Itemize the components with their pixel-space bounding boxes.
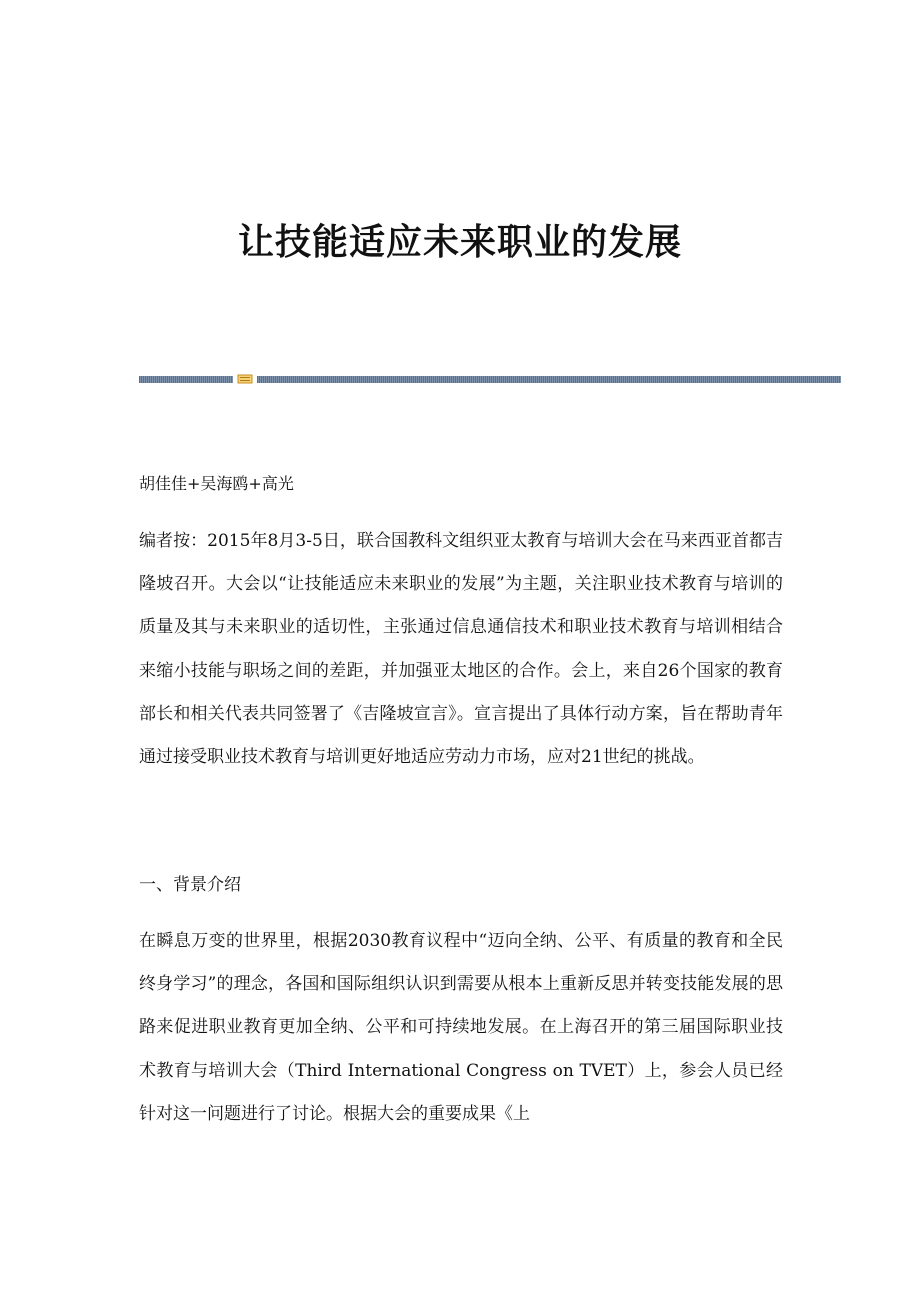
title-divider bbox=[139, 374, 841, 384]
ornament-icon bbox=[237, 374, 253, 384]
body-paragraph: 在瞬息万变的世界里，根据2030教育议程中“迈向全纳、公平、有质量的教育和全民终身学习”的理念，各国和国际组织认识到需要从根本上重新反思并转变技能发展的思路来促进职业教育更加全纳、公平和可持续地发展。在上海召开的第三届国际职业技术教育与培训大会（Third International Congress on TVET）上，参会人员已经针对这一问题进行了讨论。根据大会的重要成果《上 bbox=[139, 931, 783, 1124]
section-heading: 一、背景介绍 bbox=[139, 875, 241, 895]
divider-bar-left bbox=[139, 376, 233, 383]
author-line: 胡佳佳+吴海鸥+高光 bbox=[139, 474, 294, 493]
page-title: 让技能适应未来职业的发展 bbox=[237, 221, 682, 263]
editor-note-paragraph: 编者按：2015年8月3-5日，联合国教科文组织亚太教育与培训大会在马来西亚首都吉隆坡召开。大会以“让技能适应未来职业的发展”为主题，关注职业技术教育与培训的质量及其与未来职业的适切性，主张通过信息通信技术和职业技术教育与培训相结合来缩小技能与职场之间的差距，并加强亚太地区的合作。会上，来自26个国家的教育部长和相关代表共同签署了《吉隆坡宣言》。宣言提出了具体行动方案，旨在帮助青年通过接受职业技术教育与培训更好地适应劳动力市场，应对21世纪的挑战。 bbox=[139, 531, 783, 768]
divider-bar-right bbox=[257, 376, 841, 383]
